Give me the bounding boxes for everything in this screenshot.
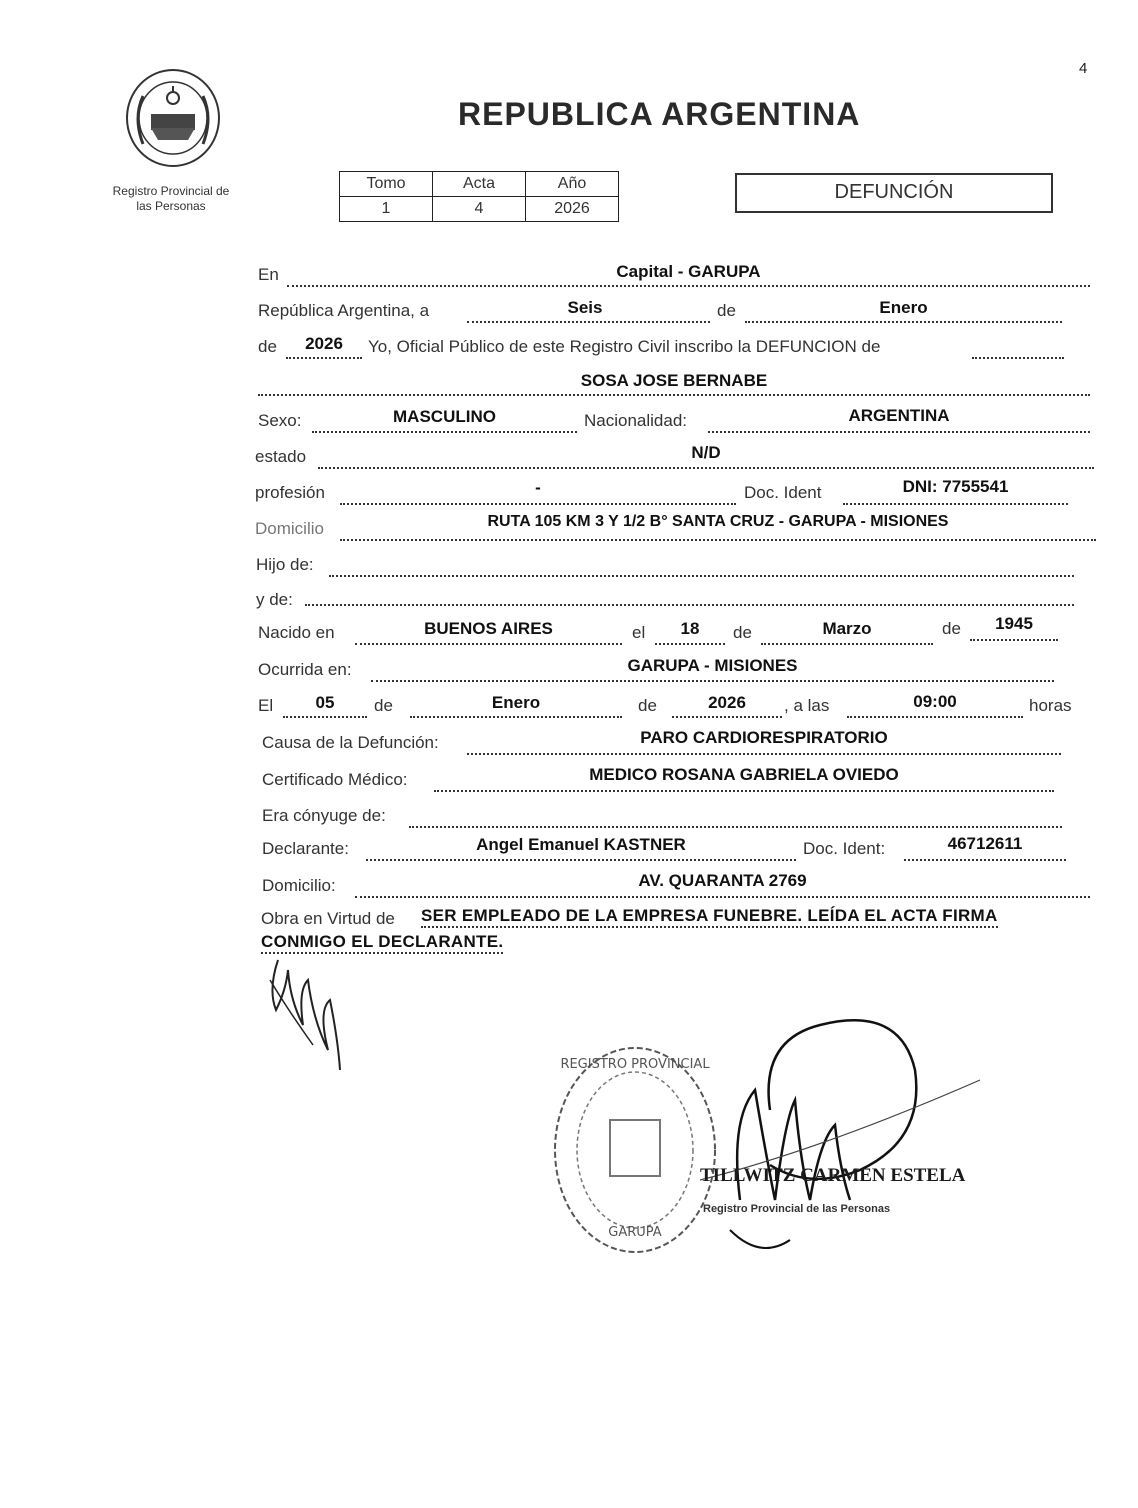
page-number: 4 (1079, 60, 1088, 77)
label-el2: El (258, 696, 274, 715)
field-def-dia: 05 (315, 693, 335, 712)
registry-line-2: las Personas (136, 199, 206, 213)
registry-stamp (548, 1040, 723, 1260)
field-lugar: Capital - GARUPA (616, 262, 761, 281)
label-declarante: Declarante: (262, 839, 349, 858)
label-republica: República Argentina, a (258, 301, 430, 320)
label-de-o2: de (638, 696, 657, 715)
label-a-las: , a las (784, 696, 830, 715)
label-obra: Obra en Virtud de (261, 909, 395, 928)
field-y-de-line (305, 584, 1074, 606)
label-doc-ident-2: Doc. Ident: (803, 839, 886, 858)
field-nacido-en: BUENOS AIRES (424, 619, 553, 638)
officer-name: TILLWITZ CARMEN ESTELA (700, 1165, 966, 1186)
label-el: el (632, 623, 646, 642)
label-de2: de (258, 337, 277, 356)
field-def-anio: 2026 (708, 693, 746, 712)
label-y-de: y de: (256, 590, 293, 609)
field-yo-line (972, 337, 1064, 359)
label-estado: estado (255, 447, 307, 466)
document-title: REPUBLICA ARGENTINA (458, 96, 861, 132)
field-obra-line-2: CONMIGO EL DECLARANTE. (261, 932, 503, 954)
tomo-header: Tomo (340, 172, 433, 197)
provincial-seal (118, 66, 228, 170)
field-hora: 09:00 (913, 692, 957, 711)
field-anio: 2026 (305, 334, 343, 353)
field-certificado: MEDICO ROSANA GABRIELA OVIEDO (589, 765, 899, 784)
registry-name (100, 184, 242, 214)
label-conyuge: Era cónyuge de: (262, 806, 386, 825)
label-de-o1: de (374, 696, 393, 715)
field-nac-anio: 1945 (995, 614, 1033, 633)
field-doc: DNI: 7755541 (902, 477, 1009, 496)
label-nacido-en: Nacido en (258, 623, 335, 642)
tomo-value: 1 (340, 197, 433, 222)
field-estado: N/D (691, 443, 721, 462)
label-domicilio-2: Domicilio: (262, 876, 336, 895)
label-nacionalidad: Nacionalidad: (584, 411, 688, 430)
field-conyuge-line (409, 806, 1062, 828)
field-declarante-doc: 46712611 (947, 834, 1023, 853)
field-hijo-de-line (329, 555, 1074, 577)
acta-header: Acta (433, 172, 526, 197)
field-profesion: - (535, 478, 541, 497)
field-nacionalidad: ARGENTINA (848, 406, 950, 425)
field-declarante-domicilio: AV. QUARANTA 2769 (638, 871, 807, 890)
label-hijo-de: Hijo de: (256, 555, 314, 574)
label-certificado: Certificado Médico: (262, 770, 408, 789)
field-declarante: Angel Emanuel KASTNER (476, 835, 686, 854)
label-de-n2: de (942, 619, 961, 638)
declarant-signature (258, 950, 358, 1080)
label-sexo: Sexo: (258, 411, 302, 430)
field-nombre: SOSA JOSE BERNABE (580, 371, 768, 390)
field-def-mes: Enero (491, 693, 541, 712)
label-doc-ident: Doc. Ident (744, 483, 822, 502)
stamp-ring-bottom: GARUPA (608, 1225, 662, 1240)
field-nac-mes: Marzo (822, 619, 872, 638)
label-ocurrida-en: Ocurrida en: (258, 660, 352, 679)
reference-header-row (340, 172, 619, 197)
field-dia: Seis (567, 298, 603, 317)
anio-header: Año (526, 172, 619, 197)
label-causa: Causa de la Defunción: (262, 733, 439, 752)
field-mes: Enero (879, 298, 928, 317)
official-signature (700, 1000, 980, 1270)
field-causa: PARO CARDIORESPIRATORIO (640, 728, 888, 747)
registry-line-1: Registro Provincial de (112, 184, 230, 198)
field-nac-dia: 18 (680, 619, 700, 638)
record-type-box: DEFUNCIÓN (735, 173, 1053, 213)
anio-value: 2026 (526, 197, 619, 222)
label-de: de (717, 301, 736, 320)
field-sexo: MASCULINO (393, 407, 496, 426)
label-profesion: profesión (255, 483, 325, 502)
stamp-ring-text: REGISTRO PROVINCIAL (560, 1057, 710, 1072)
label-en: En (258, 265, 279, 284)
field-domicilio: RUTA 105 KM 3 Y 1/2 B° SANTA CRUZ - GARUPA - MISIONES (487, 513, 949, 530)
acta-value: 4 (433, 197, 526, 222)
label-yo: Yo, Oficial Público de este Registro Civil inscribo la DEFUNCION de (368, 337, 881, 356)
reference-value-row (340, 197, 619, 222)
label-horas: horas (1029, 696, 1072, 715)
field-ocurrida-en: GARUPA - MISIONES (627, 656, 798, 675)
field-obra-line-1: SER EMPLEADO DE LA EMPRESA FUNEBRE. LEÍDA EL ACTA FIRMA (421, 906, 998, 928)
reference-table (339, 171, 619, 222)
label-de-n1: de (733, 623, 752, 642)
officer-org: Registro Provincial de las Personas (703, 1203, 891, 1215)
label-domicilio: Domicilio (255, 519, 324, 538)
